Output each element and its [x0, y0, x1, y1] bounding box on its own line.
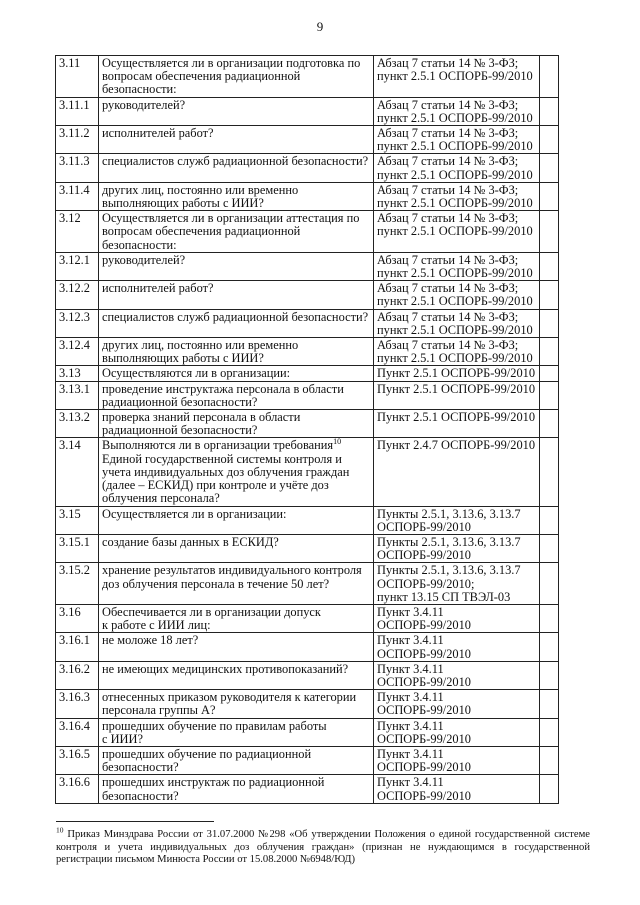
row-question: руководителей?: [99, 252, 374, 280]
row-question: проведение инструктажа персонала в области радиационной безопасности?: [99, 381, 374, 409]
row-question: Осуществляются ли в организации:: [99, 366, 374, 381]
row-number: 3.15.1: [56, 534, 99, 562]
row-question: прошедших обучение по радиационной безопасности?: [99, 746, 374, 774]
table-row: [56, 154, 559, 182]
row-number: 3.11.2: [56, 126, 99, 154]
row-number: 3.11.1: [56, 97, 99, 125]
row-reference: Пункт 3.4.11 ОСПОРБ-99/2010: [374, 718, 540, 746]
row-question: специалистов служб радиационной безопасности?: [99, 154, 374, 182]
question-lead: Выполняются ли в организации требования: [102, 438, 334, 453]
table-row: [56, 690, 559, 718]
table-row: [56, 604, 559, 632]
table-row: [56, 718, 559, 746]
row-reference: Пункт 2.5.1 ОСПОРБ-99/2010: [374, 381, 540, 409]
row-number: 3.12.2: [56, 281, 99, 309]
row-reference: Пункт 3.4.11 ОСПОРБ-99/2010: [374, 633, 540, 661]
row-mark-cell: [540, 534, 559, 562]
table-row: [56, 252, 559, 280]
row-mark-cell: [540, 690, 559, 718]
row-mark-cell: [540, 381, 559, 409]
row-number: 3.13: [56, 366, 99, 381]
row-question: Осуществляется ли в организации подготовка по вопросам обеспечения радиационной безопасности:: [99, 56, 374, 98]
row-mark-cell: [540, 604, 559, 632]
row-mark-cell: [540, 410, 559, 438]
row-mark-cell: [540, 252, 559, 280]
row-number: 3.13.2: [56, 410, 99, 438]
row-mark-cell: [540, 438, 559, 506]
footnote-mark: 10: [56, 825, 64, 835]
table-row: [56, 563, 559, 605]
table-row: [56, 534, 559, 562]
table-row: [56, 410, 559, 438]
row-question: проверка знаний персонала в области радиационной безопасности?: [99, 410, 374, 438]
table-row: [56, 366, 559, 381]
row-reference: Пункты 2.5.1, 3.13.6, 3.13.7 ОСПОРБ-99/2010: [374, 506, 540, 534]
row-question: хранение результатов индивидуального контроля доз облучения персонала в течение 50 лет?: [99, 563, 374, 605]
row-number: 3.16.2: [56, 661, 99, 689]
row-mark-cell: [540, 211, 559, 253]
row-number: 3.11: [56, 56, 99, 98]
row-question: создание базы данных в ЕСКИД?: [99, 534, 374, 562]
row-number: 3.12.4: [56, 338, 99, 366]
row-mark-cell: [540, 97, 559, 125]
row-number: 3.16.3: [56, 690, 99, 718]
row-question: других лиц, постоянно или временно выполняющих работы с ИИИ?: [99, 338, 374, 366]
row-mark-cell: [540, 56, 559, 98]
checklist-table: [55, 55, 559, 804]
row-mark-cell: [540, 338, 559, 366]
table-row: [56, 338, 559, 366]
table-row: [56, 281, 559, 309]
row-question: не моложе 18 лет?: [99, 633, 374, 661]
row-reference: Абзац 7 статьи 14 № 3-ФЗ; пункт 2.5.1 ОСПОРБ-99/2010: [374, 252, 540, 280]
row-number: 3.16.1: [56, 633, 99, 661]
row-number: 3.16.5: [56, 746, 99, 774]
row-question: специалистов служб радиационной безопасности?: [99, 309, 374, 337]
question-rest: Единой государственной системы контроля и учета индивидуальных доз облучения граждан (далее – ЕСКИД) при контроле и учёте доз облучения персонала?: [102, 451, 350, 506]
row-question: отнесенных приказом руководителя к категории персонала группы А?: [99, 690, 374, 718]
row-number: 3.16.6: [56, 775, 99, 803]
row-question: исполнителей работ?: [99, 126, 374, 154]
row-mark-cell: [540, 746, 559, 774]
checklist-body: [56, 56, 559, 804]
row-reference: Абзац 7 статьи 14 № 3-ФЗ; пункт 2.5.1 ОСПОРБ-99/2010: [374, 338, 540, 366]
row-reference: Абзац 7 статьи 14 № 3-ФЗ; пункт 2.5.1 ОСПОРБ-99/2010: [374, 97, 540, 125]
table-row: [56, 506, 559, 534]
row-question: Осуществляется ли в организации:: [99, 506, 374, 534]
row-question: Обеспечивается ли в организации допуск к работе с ИИИ лиц:: [99, 604, 374, 632]
row-reference: Абзац 7 статьи 14 № 3-ФЗ; пункт 2.5.1 ОСПОРБ-99/2010: [374, 182, 540, 210]
table-row: [56, 309, 559, 337]
footnote-divider: [56, 821, 214, 822]
row-reference: Абзац 7 статьи 14 № 3-ФЗ; пункт 2.5.1 ОСПОРБ-99/2010: [374, 126, 540, 154]
row-number: 3.12.1: [56, 252, 99, 280]
row-number: 3.15: [56, 506, 99, 534]
row-reference: Пункт 3.4.11 ОСПОРБ-99/2010: [374, 661, 540, 689]
table-row: [56, 182, 559, 210]
row-question: исполнителей работ?: [99, 281, 374, 309]
row-mark-cell: [540, 366, 559, 381]
row-mark-cell: [540, 563, 559, 605]
table-row: [56, 211, 559, 253]
footnote: [56, 825, 590, 867]
row-number: 3.11.4: [56, 182, 99, 210]
row-mark-cell: [540, 633, 559, 661]
row-question: прошедших инструктаж по радиационной безопасности?: [99, 775, 374, 803]
row-reference: Абзац 7 статьи 14 № 3-ФЗ; пункт 2.5.1 ОСПОРБ-99/2010: [374, 154, 540, 182]
table-row: [56, 381, 559, 409]
row-reference: Пункты 2.5.1, 3.13.6, 3.13.7 ОСПОРБ-99/2010; пункт 13.15 СП ТВЭЛ-03: [374, 563, 540, 605]
row-reference: Пункт 2.4.7 ОСПОРБ-99/2010: [374, 438, 540, 506]
row-reference: Абзац 7 статьи 14 № 3-ФЗ; пункт 2.5.1 ОСПОРБ-99/2010: [374, 281, 540, 309]
row-mark-cell: [540, 154, 559, 182]
row-number: 3.13.1: [56, 381, 99, 409]
row-mark-cell: [540, 309, 559, 337]
row-reference: Абзац 7 статьи 14 № 3-ФЗ; пункт 2.5.1 ОСПОРБ-99/2010: [374, 56, 540, 98]
row-mark-cell: [540, 182, 559, 210]
table-row: [56, 126, 559, 154]
footnote-text: Приказ Минздрава России от 31.07.2000 №298 «Об утверждении Положения о единой государственной системе контроля и учета индивидуальных доз облучения граждан» (признан не нуждающимся в государственной регистрации письмом Минюста России от 15.08.2000 №6948/ЮД): [56, 829, 590, 866]
table-row: [56, 56, 559, 98]
row-question: прошедших обучение по правилам работы с ИИИ?: [99, 718, 374, 746]
table-row: [56, 633, 559, 661]
row-reference: Абзац 7 статьи 14 № 3-ФЗ; пункт 2.5.1 ОСПОРБ-99/2010: [374, 309, 540, 337]
row-number: 3.12: [56, 211, 99, 253]
row-mark-cell: [540, 718, 559, 746]
row-reference: Пункт 2.5.1 ОСПОРБ-99/2010: [374, 410, 540, 438]
row-number: 3.16: [56, 604, 99, 632]
row-reference: Пункт 2.5.1 ОСПОРБ-99/2010: [374, 366, 540, 381]
row-mark-cell: [540, 281, 559, 309]
row-reference: Пункты 2.5.1, 3.13.6, 3.13.7 ОСПОРБ-99/2010: [374, 534, 540, 562]
page-number: 9: [316, 19, 324, 34]
row-number: 3.11.3: [56, 154, 99, 182]
footnote-ref[interactable]: 10: [333, 437, 342, 447]
row-mark-cell: [540, 775, 559, 803]
row-question: Осуществляется ли в организации аттестация по вопросам обеспечения радиационной безопасности:: [99, 211, 374, 253]
row-question: других лиц, постоянно или временно выполняющих работы с ИИИ?: [99, 182, 374, 210]
row-number: 3.14: [56, 438, 99, 506]
row-question: не имеющих медицинских противопоказаний?: [99, 661, 374, 689]
row-reference: Пункт 3.4.11 ОСПОРБ-99/2010: [374, 746, 540, 774]
row-mark-cell: [540, 506, 559, 534]
row-mark-cell: [540, 126, 559, 154]
row-number: 3.15.2: [56, 563, 99, 605]
row-question: [99, 438, 374, 506]
row-number: 3.16.4: [56, 718, 99, 746]
row-mark-cell: [540, 661, 559, 689]
table-row: [56, 746, 559, 774]
table-row: [56, 438, 559, 506]
row-reference: Пункт 3.4.11 ОСПОРБ-99/2010: [374, 690, 540, 718]
table-row: [56, 775, 559, 803]
row-reference: Пункт 3.4.11 ОСПОРБ-99/2010: [374, 775, 540, 803]
table-row: [56, 97, 559, 125]
row-reference: Пункт 3.4.11 ОСПОРБ-99/2010: [374, 604, 540, 632]
row-question: руководителей?: [99, 97, 374, 125]
row-number: 3.12.3: [56, 309, 99, 337]
row-reference: Абзац 7 статьи 14 № 3-ФЗ; пункт 2.5.1 ОСПОРБ-99/2010: [374, 211, 540, 253]
table-row: [56, 661, 559, 689]
